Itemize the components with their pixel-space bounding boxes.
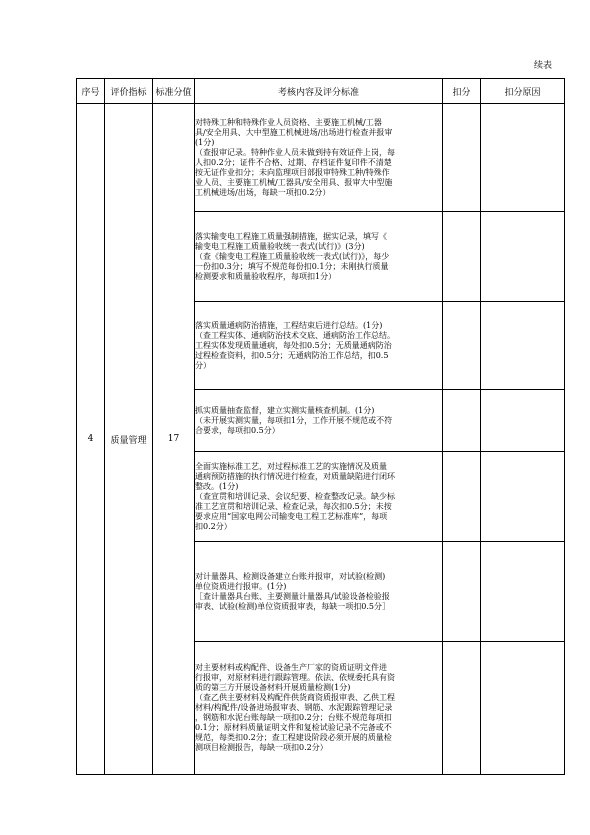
standard-score-cell: 17 (153, 104, 195, 775)
content-cell (195, 452, 443, 542)
deduction-cell (443, 390, 481, 452)
deduction-reason-cell (481, 390, 565, 452)
header-row (77, 79, 565, 104)
header-indicator: 评价指标 (105, 79, 153, 104)
indicator-cell: 质量管理 (105, 104, 153, 775)
content-text: 全面实施标准工艺，对过程标准工艺的实施情况及质量 通病预防措施的执行情况进行检查，对质量缺陷进行闭环 整改。(1分) （查宣贯和培训记录、会议纪要、检查整改记录。缺少标 准工艺宣贯和培训记录、检查记录，每次扣0.5分；未按 要求应用“国家电网公司输变电工程工艺标准库”，每项 扣0.2分） (195, 461, 395, 531)
deduction-cell (443, 104, 481, 212)
deduction-reason-cell (481, 302, 565, 390)
content-cell (195, 212, 443, 302)
seq-cell: 4 (77, 104, 105, 775)
deduction-cell (443, 542, 481, 642)
header-content: 考核内容及评分标准 (195, 79, 443, 104)
content-cell (195, 104, 443, 212)
content-cell (195, 542, 443, 642)
evaluation-table (76, 78, 565, 775)
deduction-reason-cell (481, 212, 565, 302)
deduction-reason-cell (481, 642, 565, 775)
deduction-reason-cell (481, 104, 565, 212)
content-cell (195, 642, 443, 775)
content-text: 落实输变电工程施工质量强制措施，据实记录，填写《 输变电工程施工质量验收统一表式(试行)》(3分) （查《输变电工程施工质量验收统一表式(试行)》，每少 一份扣0.3分；填写不规范每份扣0.1分；未刚执行质量 检测要求和质量验收程序，每项扣1分） (195, 231, 390, 281)
content-cell (195, 302, 443, 390)
header-deduction: 扣分 (443, 79, 481, 104)
deduction-cell (443, 452, 481, 542)
content-cell (195, 390, 443, 452)
deduction-reason-cell (481, 542, 565, 642)
content-text: 对特殊工种和特殊作业人员资格、主要施工机械/工器 具/安全用具、大中型施工机械进场/出场进行检查并报审 (1分) （查报审记录。特种作业人员未做到持有效证件上岗，每 人扣0.2分；证件不合格、过期、存档证件复印件不清楚 按无证作业扣分；未向监理项目部报审特殊工种/特殊作 业人员、主要施工机械/工器具/安全用具、报审大中型施 工机械进场/出场，每缺一项扣0.2分） (195, 117, 395, 197)
deduction-cell (443, 212, 481, 302)
header-seq: 序号 (77, 79, 105, 104)
content-text: 对计量器具、检测设备建立台账并报审，对试验(检测) 单位资质进行报审。(1分) ［查计量器具台账、主要测量计量器具/试验设备检验报 审表、试验(检测)单位资质报审表，每缺一项扣0.5分］ (195, 571, 390, 611)
deduction-cell (443, 302, 481, 390)
content-text: 落实质量通病防治措施，工程结束后进行总结。(1分) （查工程实体、通病防治技术交底、通病防治工作总结。 工程实体发现质量通病，每处扣0.5分；无质量通病防治 过程检查资料，扣0.5分；无通病防治工作总结，扣0.5 分） (195, 320, 395, 370)
continued-label: 续表 (533, 61, 552, 71)
deduction-cell (443, 642, 481, 775)
header-standard-score: 标准分值 (153, 79, 195, 104)
deduction-reason-cell (481, 452, 565, 542)
table-row (77, 104, 565, 212)
content-text: 抓实质量抽查监督，建立实测实量核查机制。(1分) （未开展实测实量，每项扣1分，工作开展不规范或不符 合要求，每项扣0.5分） (195, 405, 393, 435)
header-deduction-reason: 扣分原因 (481, 79, 565, 104)
content-text: 对主要材料或构配件、设备生产厂家的资质证明文件进 行报审，对原材料进行跟踪管理。依法、依规委托具有资 质的第三方开展设备材料开展质量检测(1分) （查乙供主要材料及构配件供货商资质报审表、乙供工程 材料/构配件/设备进场报审表、钢筋、水泥跟踪管理记录 ，钢筋和水泥台账每缺一项扣0.2分；台账不规范每项扣 0.1分；原材料质量证明文件和复检试验记录不完备或不 规范，每类扣0.2分；查工程建设阶段必须开展的质量检 测项目检测报告，每缺一项扣0.2分） (195, 663, 395, 752)
